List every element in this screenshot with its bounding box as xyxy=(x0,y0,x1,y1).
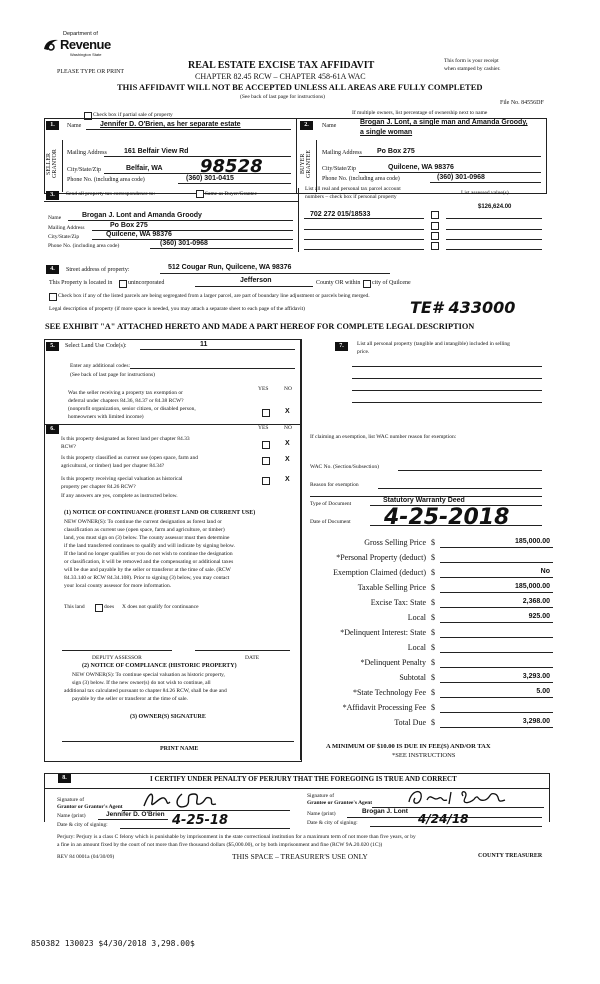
calc-label: Exemption Claimed (deduct) xyxy=(333,568,426,577)
calc-currency: $ xyxy=(431,718,435,727)
assessed-value[interactable]: $126,624.00 xyxy=(478,204,512,210)
owner-signature-label: (3) OWNER(S) SIGNATURE xyxy=(130,714,206,720)
within-city-checkbox[interactable] xyxy=(363,280,371,288)
calc-value-total-due[interactable]: 3,298.00 xyxy=(522,718,550,725)
current-use-yes-checkbox[interactable] xyxy=(262,457,270,465)
calc-value-exemption-claimed[interactable]: No xyxy=(540,568,550,575)
s5-yes-checkbox[interactable] xyxy=(262,409,270,417)
grantor-name[interactable]: Jennifer D. O'Brien xyxy=(106,811,165,818)
calc-currency: $ xyxy=(431,688,435,697)
calc-label: Excise Tax: State xyxy=(370,598,426,607)
calc-value-taxable-selling-price[interactable]: 185,000.00 xyxy=(514,583,550,590)
grantor-date-label: Date & city of signing: xyxy=(57,822,108,828)
historic-no-answer[interactable]: X xyxy=(285,476,290,483)
doc-type-label: Type of Document xyxy=(310,501,352,507)
buyer-name-line-1[interactable]: Brogan J. Lont, a single man and Amanda Groody, xyxy=(360,119,528,126)
calc-currency: $ xyxy=(431,643,435,652)
does-not-qualify-label: X does not qualify for continuance xyxy=(122,604,199,610)
calc-label: Local xyxy=(407,613,426,622)
grantor-signature-label-2: Grantor or Grantor's Agent xyxy=(57,804,123,810)
seller-mailing[interactable]: 161 Belfair View Rd xyxy=(124,148,189,155)
calc-currency: $ xyxy=(431,613,435,622)
buyer-side-label: BUYER GRANTEE xyxy=(300,150,312,178)
notice-hist-line: sign (3) below. If the new owner(s) do not wish to continue, all xyxy=(72,680,211,686)
seller-phone-label: Phone No. (including area code) xyxy=(67,177,145,183)
logo-name: Revenue xyxy=(60,37,111,52)
calc-currency: $ xyxy=(431,553,435,562)
calc-currency: $ xyxy=(431,703,435,712)
print-name-label: PRINT NAME xyxy=(160,746,199,752)
land-does-qualify-checkbox[interactable] xyxy=(95,604,103,612)
calc-value-state-technology-fee[interactable]: 5.00 xyxy=(536,688,550,695)
s5-question-line-3: (nonprofit organization, senior citizen, or disabled person, xyxy=(68,406,196,412)
s6-q1-line-1: Is this property designated as forest land per chapter 84.33 xyxy=(61,436,190,442)
legal-description-label: Legal description of property (if more space is needed, you may attach a separate sheet to each page of the affidavit) xyxy=(49,306,305,312)
notice-cont-line: 84.33.140 or RCW 84.34.108). Prior to signing (3) below, you may contact xyxy=(64,575,230,581)
calc-currency: $ xyxy=(431,583,435,592)
minimum-fee-note: A MINIMUM OF $10.00 IS DUE IN FEE(S) AND/OR TAX xyxy=(326,743,491,750)
form-chapters: CHAPTER 82.45 RCW – CHAPTER 458-61A WAC xyxy=(195,72,366,81)
unincorporated-checkbox[interactable] xyxy=(119,280,127,288)
exemption-reason-label: Reason for exemption xyxy=(310,482,359,488)
s5-question-line-2: deferral under chapters 84.36, 84.37 or 84.38 RCW? xyxy=(68,398,184,404)
parcel-label-2: numbers – check box if personal property xyxy=(305,194,397,200)
section-7-number: 7. xyxy=(335,342,348,351)
calc-label: *Delinquent Interest: State xyxy=(340,628,426,637)
segregated-checkbox[interactable] xyxy=(49,293,57,301)
forest-yes-checkbox[interactable] xyxy=(262,441,270,449)
unincorporated-label: unincorporated xyxy=(128,280,165,286)
seller-city-label: City/State/Zip xyxy=(67,167,101,173)
current-use-no-answer[interactable]: X xyxy=(285,456,290,463)
see-exhibit-note: SEE EXHIBIT "A" ATTACHED HERETO AND MADE A PART HEREOF FOR COMPLETE LEGAL DESCRIPTION xyxy=(45,322,475,331)
parcel-1-personal-checkbox[interactable] xyxy=(431,211,439,219)
s6-yes-header: YES xyxy=(258,425,269,431)
calc-label: Taxable Selling Price xyxy=(357,583,426,592)
this-land-label: This land xyxy=(64,604,85,610)
perjury-line-1: Perjury: Perjury is a class C felony which is punishable by imprisonment in the state correctional institution for a maximum term of not more than five years, or by xyxy=(57,834,416,840)
certify-statement: I CERTIFY UNDER PENALTY OF PERJURY THAT THE FOREGOING IS TRUE AND CORRECT xyxy=(150,775,457,783)
calc-value-excise-state[interactable]: 2,368.00 xyxy=(522,598,550,605)
county-name[interactable]: Jefferson xyxy=(240,277,272,284)
seller-side-label: SELLER GRANTOR xyxy=(46,149,58,179)
deputy-assessor-label: DEPUTY ASSESSOR xyxy=(92,655,142,661)
notice-historic-title: (2) NOTICE OF COMPLIANCE (HISTORIC PROPERTY) xyxy=(82,663,237,669)
section-5-number: 5. xyxy=(46,342,59,351)
notice-continuance-title: (1) NOTICE OF CONTINUANCE (FOREST LAND OR CURRENT USE) xyxy=(64,510,256,516)
doc-date-handwritten: 4-25-2018 xyxy=(384,505,510,530)
notice-cont-line: will be due and payable by the seller or transferor at the time of sale. (RCW xyxy=(64,567,231,573)
see-back-note: (See back of last page for instructions) xyxy=(240,94,325,100)
parcel-number[interactable]: 702 272 015/18533 xyxy=(310,211,371,218)
county-treasurer-label: COUNTY TREASURER xyxy=(478,853,543,859)
legal-handwritten-ref: TE# 433000 xyxy=(410,298,516,317)
logo-state: Washington State xyxy=(70,52,102,57)
seller-city[interactable]: Belfair, WA xyxy=(126,165,163,172)
calc-label: *Personal Property (deduct) xyxy=(336,553,426,562)
same-as-buyer-checkbox[interactable] xyxy=(196,190,204,198)
buyer-city-label: City/State/Zip xyxy=(322,166,356,172)
forest-no-answer[interactable]: X xyxy=(285,440,290,447)
section-1-number: 1. xyxy=(46,121,59,130)
land-use-label: Select Land Use Code(s): xyxy=(65,343,127,349)
city-of-label: city of Quilcene xyxy=(372,280,411,286)
street-address-label: Street address of property: xyxy=(66,267,130,273)
calc-label: Local xyxy=(407,643,426,652)
partial-sale-label: Check box if partial sale of property xyxy=(93,112,173,118)
calc-label: *Affidavit Processing Fee xyxy=(342,703,426,712)
notice-cont-line: classification as current use (open space, farm and agriculture, or timber) xyxy=(64,527,225,533)
see-instructions-note: *SEE INSTRUCTIONS xyxy=(392,752,456,759)
correspondence-name[interactable]: Brogan J. Lont and Amanda Groody xyxy=(82,212,202,219)
notice-hist-line: NEW OWNER(S): To continue special valuation as historic property, xyxy=(72,672,225,678)
notice-hist-line: payable by the seller or transferor at the time of sale. xyxy=(72,696,188,702)
s5-question-line-4: homeowners with limited income) xyxy=(68,414,144,420)
print-note: PLEASE TYPE OR PRINT xyxy=(57,69,125,75)
correspondence-mailing[interactable]: Po Box 275 xyxy=(110,222,148,229)
section-8-number: 8. xyxy=(58,774,71,783)
doc-type[interactable]: Statutory Warranty Deed xyxy=(383,497,465,504)
notice-cont-line: If the land no longer qualifies or you do not wish to continue the designation xyxy=(64,551,233,557)
s6-q3-line-1: Is this property receiving special valuation as historical xyxy=(61,476,183,482)
grantee-signature-label-1: Signature of xyxy=(307,793,335,799)
treasurer-space-label: THIS SPACE – TREASURER'S USE ONLY xyxy=(232,852,368,861)
calc-currency: $ xyxy=(431,658,435,667)
calc-label: Gross Selling Price xyxy=(364,538,426,547)
grantor-date-handwritten: 4-25-18 xyxy=(172,813,229,828)
tax-correspondence-label: Send all property tax correspondence to: xyxy=(66,191,156,197)
correspondence-name-label: Name xyxy=(48,215,62,221)
logo-dept: Department of xyxy=(63,31,98,37)
buyer-name-label: Name xyxy=(322,123,337,129)
s6-q2-line-1: Is this property classified as current use (open space, farm and xyxy=(61,455,198,461)
perjury-line-2: a fine in an amount fixed by the court of not more than five thousand dollars ($5,000.00), or by both imprisonment and fine (RCW 9A.20.020 (1C)) xyxy=(57,842,383,848)
cashier-receipt-stamp: 850382 130023 $4/30/2018 3,298.00$ xyxy=(31,939,195,948)
correspondence-mailing-label: Mailing Address xyxy=(48,225,85,231)
grantor-name-label: Name (print) xyxy=(57,813,86,819)
grantee-date-handwritten: 4/24/18 xyxy=(418,812,469,826)
form-title: REAL ESTATE EXCISE TAX AFFIDAVIT xyxy=(188,60,375,71)
s5-yes-header: YES xyxy=(258,386,269,392)
calc-currency: $ xyxy=(431,568,435,577)
buyer-name-line-2[interactable]: a single woman xyxy=(360,129,413,136)
calc-value-excise-local[interactable]: 925.00 xyxy=(528,613,550,620)
exemption-label: If claiming an exemption, list WAC number reason for exemption: xyxy=(310,434,457,440)
grantor-signature-label-1: Signature of xyxy=(57,797,85,803)
notice-cont-line: NEW OWNER(S): To continue the current designation as forest land or xyxy=(64,519,222,525)
segregated-label: Check box if any of the listed parcels are being segregated from a larger parcel, are part of boundary line adjustment or parcels being merged. xyxy=(58,293,370,299)
seller-phone[interactable]: (360) 301-0415 xyxy=(186,175,234,182)
buyer-city[interactable]: Quilcene, WA 98376 xyxy=(388,164,454,171)
calc-label: *Delinquent Penalty xyxy=(360,658,426,667)
if-yes-note: If any answers are yes, complete as instructed below. xyxy=(61,493,178,499)
parcel-4-personal-checkbox[interactable] xyxy=(431,242,439,250)
correspondence-phone[interactable]: (360) 301-0968 xyxy=(160,240,208,247)
notice-cont-line: if the land transferred continues to qualify and will indicate by signing below. xyxy=(64,543,235,549)
file-number: File No. 84556DF xyxy=(500,100,544,106)
receipt-note-2: when stamped by cashier. xyxy=(444,66,501,72)
notice-cont-line: or classification, it will be removed and the compensating or additional taxes xyxy=(64,559,234,565)
buyer-mailing[interactable]: Po Box 275 xyxy=(377,148,415,155)
s5-no-answer[interactable]: X xyxy=(285,408,290,415)
land-use-code[interactable]: 11 xyxy=(200,341,208,348)
grantee-name[interactable]: Brogan J. Lont xyxy=(362,808,408,815)
parcel-3-personal-checkbox[interactable] xyxy=(431,232,439,240)
parcel-label-1: List all real and personal tax parcel account xyxy=(305,186,401,192)
receipt-note-1: This form is your receipt xyxy=(444,58,499,64)
form-revision: REV 84 0001a (04/30/09) xyxy=(57,854,115,860)
s5-no-header: NO xyxy=(284,386,292,392)
s6-no-header: NO xyxy=(284,425,292,431)
personal-property-label-2: price. xyxy=(357,349,370,355)
s6-q3-line-2: property per chapter 84.26 RCW? xyxy=(61,484,136,490)
notice-cont-line: your local county assessor for more information. xyxy=(64,583,172,589)
s6-q2-line-2: agricultural, or timber) land per chapter 84.34? xyxy=(61,463,165,469)
located-label: This Property is located in xyxy=(49,280,113,286)
property-street-address[interactable]: 512 Cougar Run, Quilcene, WA 98376 xyxy=(168,264,292,271)
form-warning: THIS AFFIDAVIT WILL NOT BE ACCEPTED UNLESS ALL AREAS ARE FULLY COMPLETED xyxy=(117,82,483,92)
buyer-phone-label: Phone No. (including area code) xyxy=(322,176,400,182)
additional-codes-note: (See back of last page for instructions) xyxy=(70,372,155,378)
seller-mailing-label: Mailing Address xyxy=(67,150,107,156)
grantor-signature xyxy=(140,788,230,812)
grantee-signature xyxy=(405,786,515,808)
grantee-signature-label-2: Grantee or Grantee's Agent xyxy=(307,800,373,806)
correspondence-phone-label: Phone No. (including area code) xyxy=(48,243,120,249)
calc-currency: $ xyxy=(431,598,435,607)
notice-hist-line: additional tax calculated pursuant to chapter 84.26 RCW, shall be due and xyxy=(64,688,227,694)
same-as-buyer-label: Same as Buyer/Grantee xyxy=(205,191,257,197)
section-4-number: 4. xyxy=(46,265,59,274)
does-label: does xyxy=(104,604,115,610)
grantee-name-label: Name (print) xyxy=(307,811,336,817)
section-3-number: 3. xyxy=(46,191,59,200)
section-6-number: 6. xyxy=(46,425,59,434)
calc-label: Subtotal xyxy=(399,673,426,682)
calc-currency: $ xyxy=(431,628,435,637)
personal-property-label-1: List all personal property (tangible and intangible) included in selling xyxy=(357,341,510,347)
calc-label: Total Due xyxy=(394,718,426,727)
section-2-number: 2. xyxy=(300,121,313,130)
s5-question-line-1: Was the seller receiving a property tax exemption or xyxy=(68,390,184,396)
county-or-label: County OR within xyxy=(316,280,361,286)
wa-swoosh-icon xyxy=(42,37,60,53)
wac-label: WAC No. (Section/Subsection) xyxy=(310,464,379,470)
buyer-phone[interactable]: (360) 301-0968 xyxy=(437,174,485,181)
seller-name[interactable]: Jennifer D. O'Brien, as her separate estate xyxy=(100,121,241,128)
assessed-label: List assessed value(s) xyxy=(461,190,509,196)
seller-name-label: Name xyxy=(67,123,82,129)
multiple-owners-note: If multiple owners, list percentage of ownership next to name xyxy=(352,110,488,116)
notice-cont-line: land, you must sign on (3) below. The county assessor must then determine xyxy=(64,535,230,541)
calc-value-gross-selling-price[interactable]: 185,000.00 xyxy=(514,538,550,545)
doc-date-label: Date of Document xyxy=(310,519,351,525)
additional-codes-label: Enter any additional codes: xyxy=(70,363,131,369)
calc-label: *State Technology Fee xyxy=(352,688,426,697)
s6-q1-line-2: RCW? xyxy=(61,444,76,450)
correspondence-city-label: City/State/Zip xyxy=(48,234,80,240)
calc-value-subtotal[interactable]: 3,293.00 xyxy=(522,673,550,680)
date-label: DATE xyxy=(245,655,260,661)
parcel-2-personal-checkbox[interactable] xyxy=(431,222,439,230)
grantee-date-label: Date & city of signing: xyxy=(307,820,358,826)
buyer-mailing-label: Mailing Address xyxy=(322,150,362,156)
seller-zip-handwritten: 98528 xyxy=(200,156,263,177)
calc-currency: $ xyxy=(431,538,435,547)
correspondence-city[interactable]: Quilcene, WA 98376 xyxy=(106,231,172,238)
calc-currency: $ xyxy=(431,673,435,682)
historic-yes-checkbox[interactable] xyxy=(262,477,270,485)
